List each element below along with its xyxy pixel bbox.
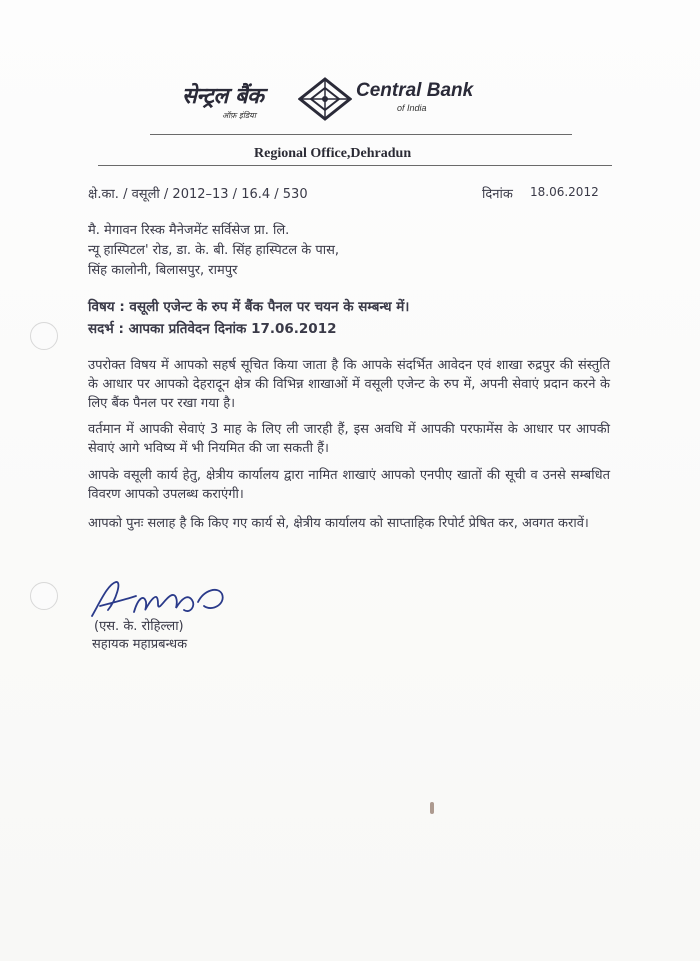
bank-logo-hindi-sub: ऑफ़ इंडिया	[222, 111, 256, 120]
body-paragraph-4: आपको पुनः सलाह है कि किए गए कार्य से, क्षेत्रीय कार्यालय को साप्ताहिक रिपोर्ट प्रेषित कर, अवगत करावें।	[88, 516, 589, 531]
office-name: Regional Office,Dehradun	[254, 146, 412, 161]
bank-logo-english-sub: of India	[397, 103, 427, 113]
punch-hole-bottom	[30, 582, 58, 610]
letter-reference-line: सदर्भ : आपका प्रतिवेदन दिनांक 17.06.2012	[88, 321, 337, 337]
bank-logo-hindi: सेन्ट्रल बैंक	[182, 83, 264, 109]
ink-speck	[430, 802, 434, 814]
letter-subject: विषय : वसूली एजेन्ट के रुप में बैंक पैनल पर चयन के सम्बन्ध में।	[88, 299, 410, 315]
body-paragraph-3: आपके वसूली कार्य हेतु, क्षेत्रीय कार्यालय द्वारा नामित शाखाएं आपको एनपीए खातों की सूची व उनसे सम्बधित विवरण आपको उपलब्ध कराएंगी।	[88, 468, 610, 502]
addressee-line-2: न्यू हास्पिटल' रोड, डा. के. बी. सिंह हास्पिटल के पास,	[88, 243, 340, 258]
body-paragraph-2: वर्तमान में आपकी सेवाएं 3 माह के लिए ली जारही हैं, इस अवधि में आपकी परफामेंस के आधार पर आपकी सेवाएं आगे भविष्य में भी नियमित की जा सकती हैं।	[88, 422, 610, 456]
bank-logo-english: Central Bank	[356, 80, 474, 101]
signatory-title: सहायक महाप्रबन्धक	[92, 637, 188, 652]
body-paragraph-1: उपरोक्त विषय में आपको सहर्ष सूचित किया जाता है कि आपके संदर्भित आवेदन एवं शाखा रुद्रपुर की संस्तुति के आधार पर आपको देहरादून क्षेत्र की विभिन्न शाखाओं में वसूली एजेन्ट के रुप में, अपनी सेवाएं प्रदान करने के लिए बैंक पैनल पर रखा गया है।	[88, 358, 610, 411]
header-rule-bottom	[98, 165, 612, 166]
addressee-line-3: सिंह कालोनी, बिलासपुर, रामपुर	[88, 263, 238, 278]
punch-hole-top	[30, 322, 58, 350]
header-rule-top	[150, 134, 572, 135]
signatory-name: (एस. के. रोहिल्ला)	[94, 619, 184, 634]
addressee-line-1: मै. मेगावन रिस्क मैनेजमेंट सर्विसेज प्रा. लि.	[88, 223, 290, 238]
reference-number: क्षे.का. / वसूली / 2012–13 / 16.4 / 530	[88, 187, 308, 202]
date-label: दिनांक	[482, 187, 513, 202]
letter-date: 18.06.2012	[530, 185, 599, 199]
bank-emblem-icon	[298, 77, 352, 121]
